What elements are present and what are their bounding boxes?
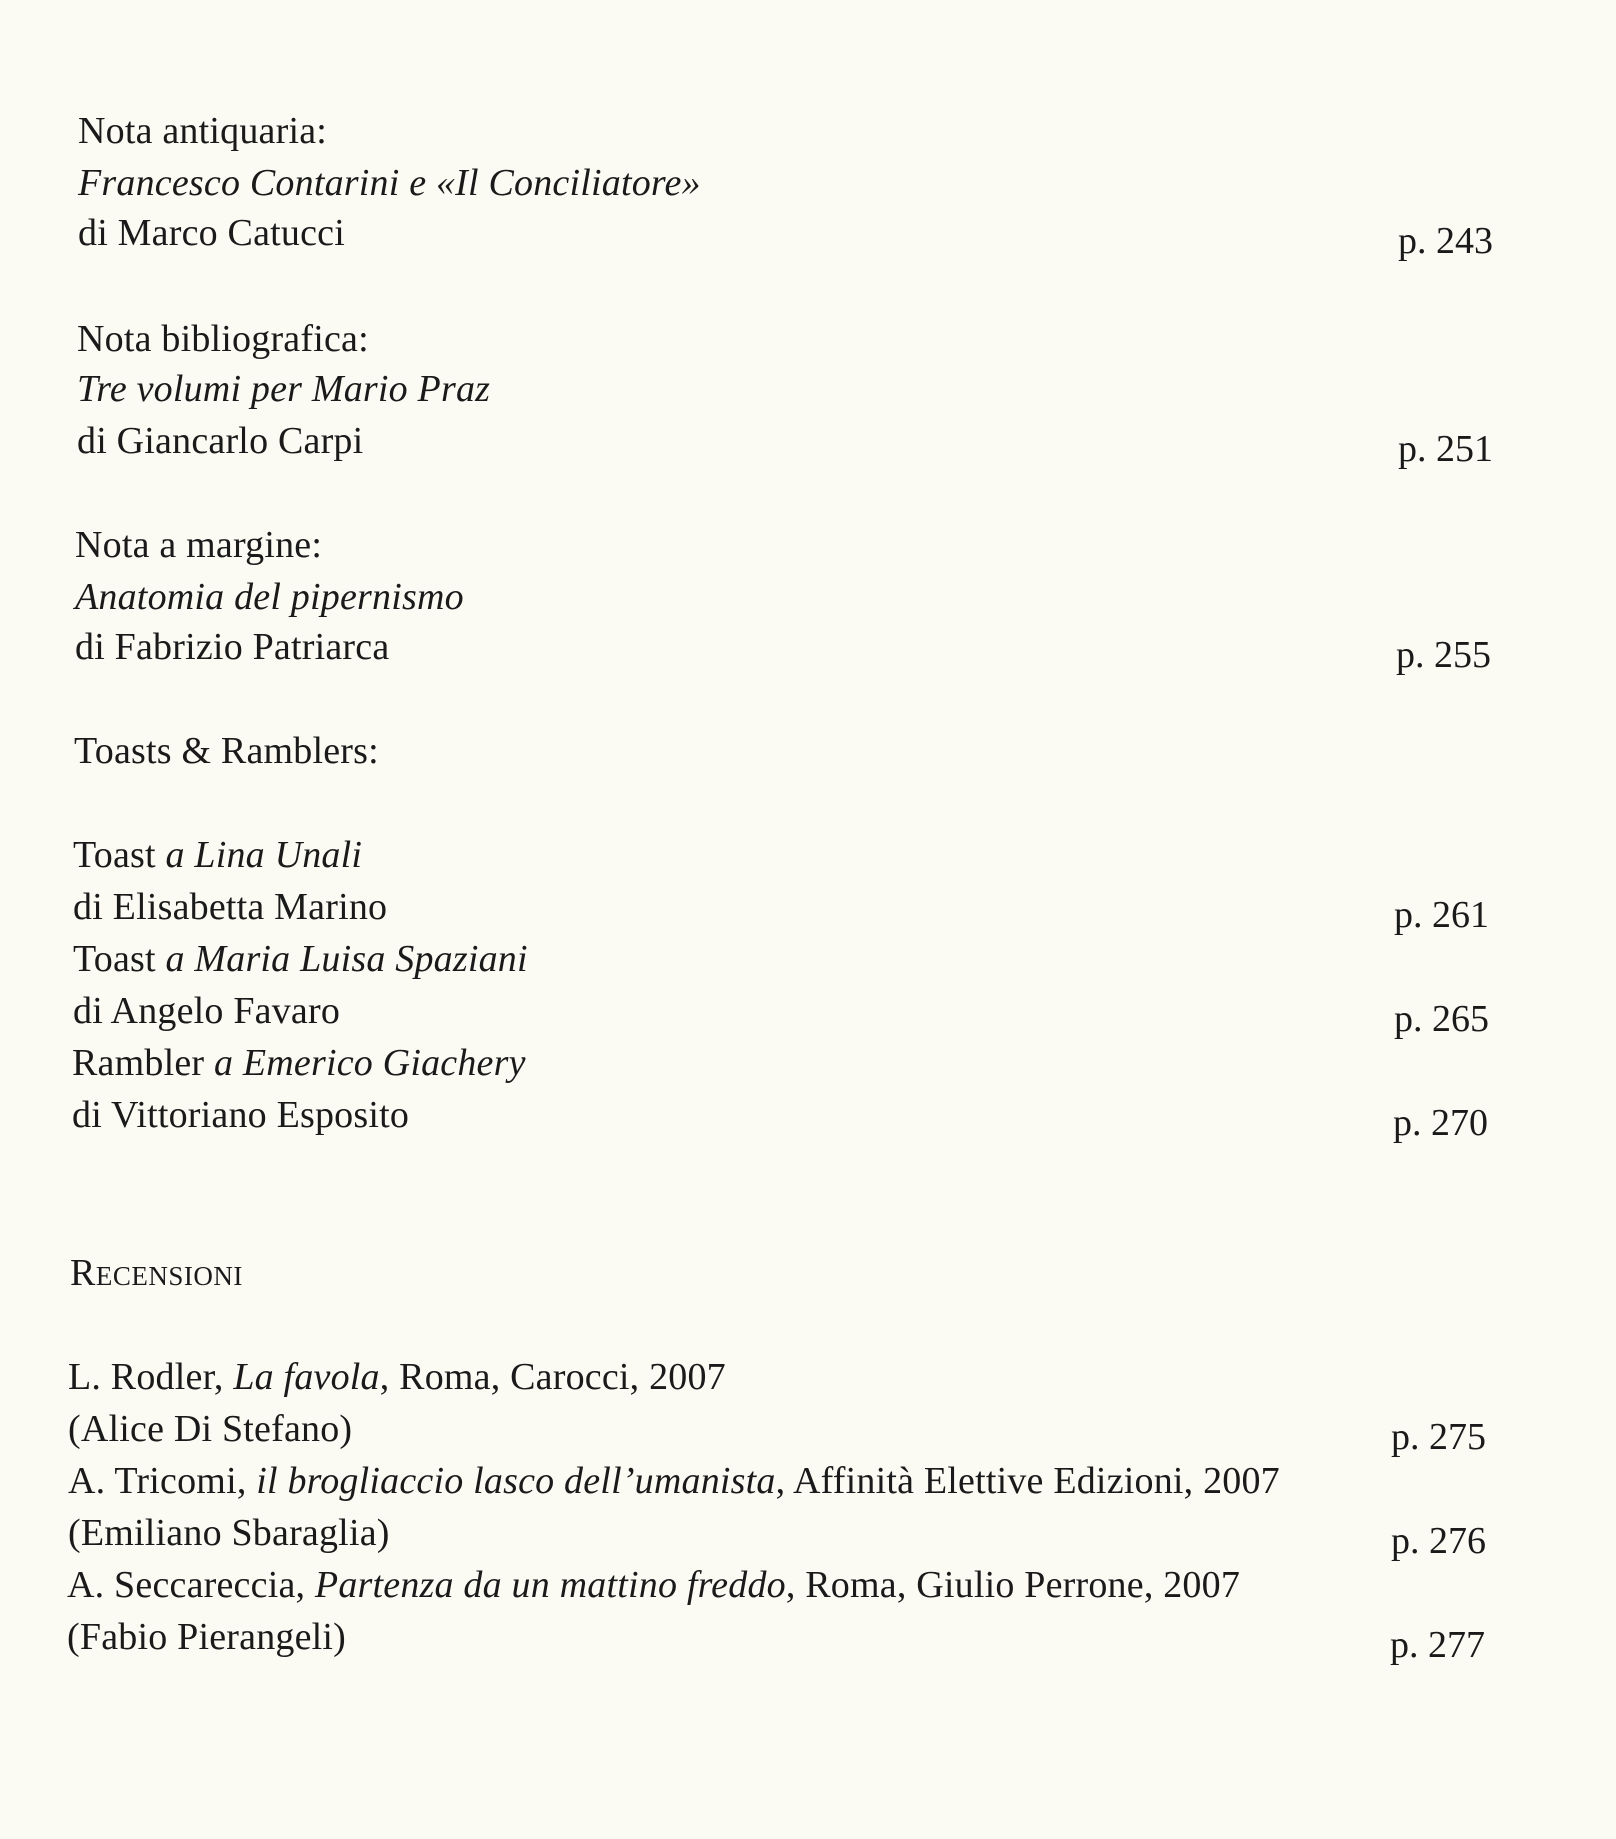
reviews-heading: Recensioni [70, 1252, 243, 1294]
page-number: p. 255 [1396, 634, 1491, 676]
page-number: p. 265 [1394, 998, 1489, 1040]
section-title: Tre volumi per Mario Praz [77, 368, 491, 410]
review-reviewer: (Alice Di Stefano) [68, 1408, 353, 1450]
page-number: p. 243 [1398, 220, 1493, 262]
toast-entry-author: di Angelo Favaro [73, 990, 341, 1032]
rambler-entry-title: Rambler a Emerico Giachery [72, 1042, 526, 1084]
review-entry: A. Seccareccia, Partenza da un mattino freddo, Roma, Giulio Perrone, 2007 [67, 1564, 1241, 1606]
section-heading: Nota a margine: [75, 524, 323, 566]
toast-entry-author: di Elisabetta Marino [73, 886, 388, 928]
page-number: p. 251 [1398, 428, 1493, 470]
review-reviewer: (Emiliano Sbaraglia) [68, 1512, 390, 1554]
section-title: Francesco Contarini e «Il Conciliatore» [78, 162, 701, 204]
section-author: di Marco Catucci [78, 212, 345, 254]
page-number: p. 261 [1394, 894, 1489, 936]
review-reviewer: (Fabio Pierangeli) [67, 1616, 347, 1658]
page-number: p. 276 [1391, 1520, 1486, 1562]
page-number: p. 275 [1391, 1416, 1486, 1458]
page-number: p. 270 [1393, 1102, 1488, 1144]
section-author: di Fabrizio Patriarca [75, 626, 390, 668]
toasts-heading: Toasts & Ramblers: [74, 730, 379, 772]
section-heading: Nota bibliografica: [77, 318, 369, 360]
review-entry: A. Tricomi, il brogliaccio lasco dell’umanista, Affinità Elettive Edizioni, 2007 [68, 1460, 1280, 1502]
section-author: di Giancarlo Carpi [77, 420, 364, 462]
section-title: Anatomia del pipernismo [75, 576, 464, 618]
section-heading: Nota antiquaria: [78, 110, 328, 152]
rambler-entry-author: di Vittoriano Esposito [72, 1094, 410, 1136]
toast-entry-title: Toast a Maria Luisa Spaziani [73, 938, 528, 980]
page-number: p. 277 [1390, 1624, 1485, 1666]
toast-entry-title: Toast a Lina Unali [73, 834, 363, 876]
review-entry: L. Rodler, La favola, Roma, Carocci, 2007 [68, 1356, 726, 1398]
